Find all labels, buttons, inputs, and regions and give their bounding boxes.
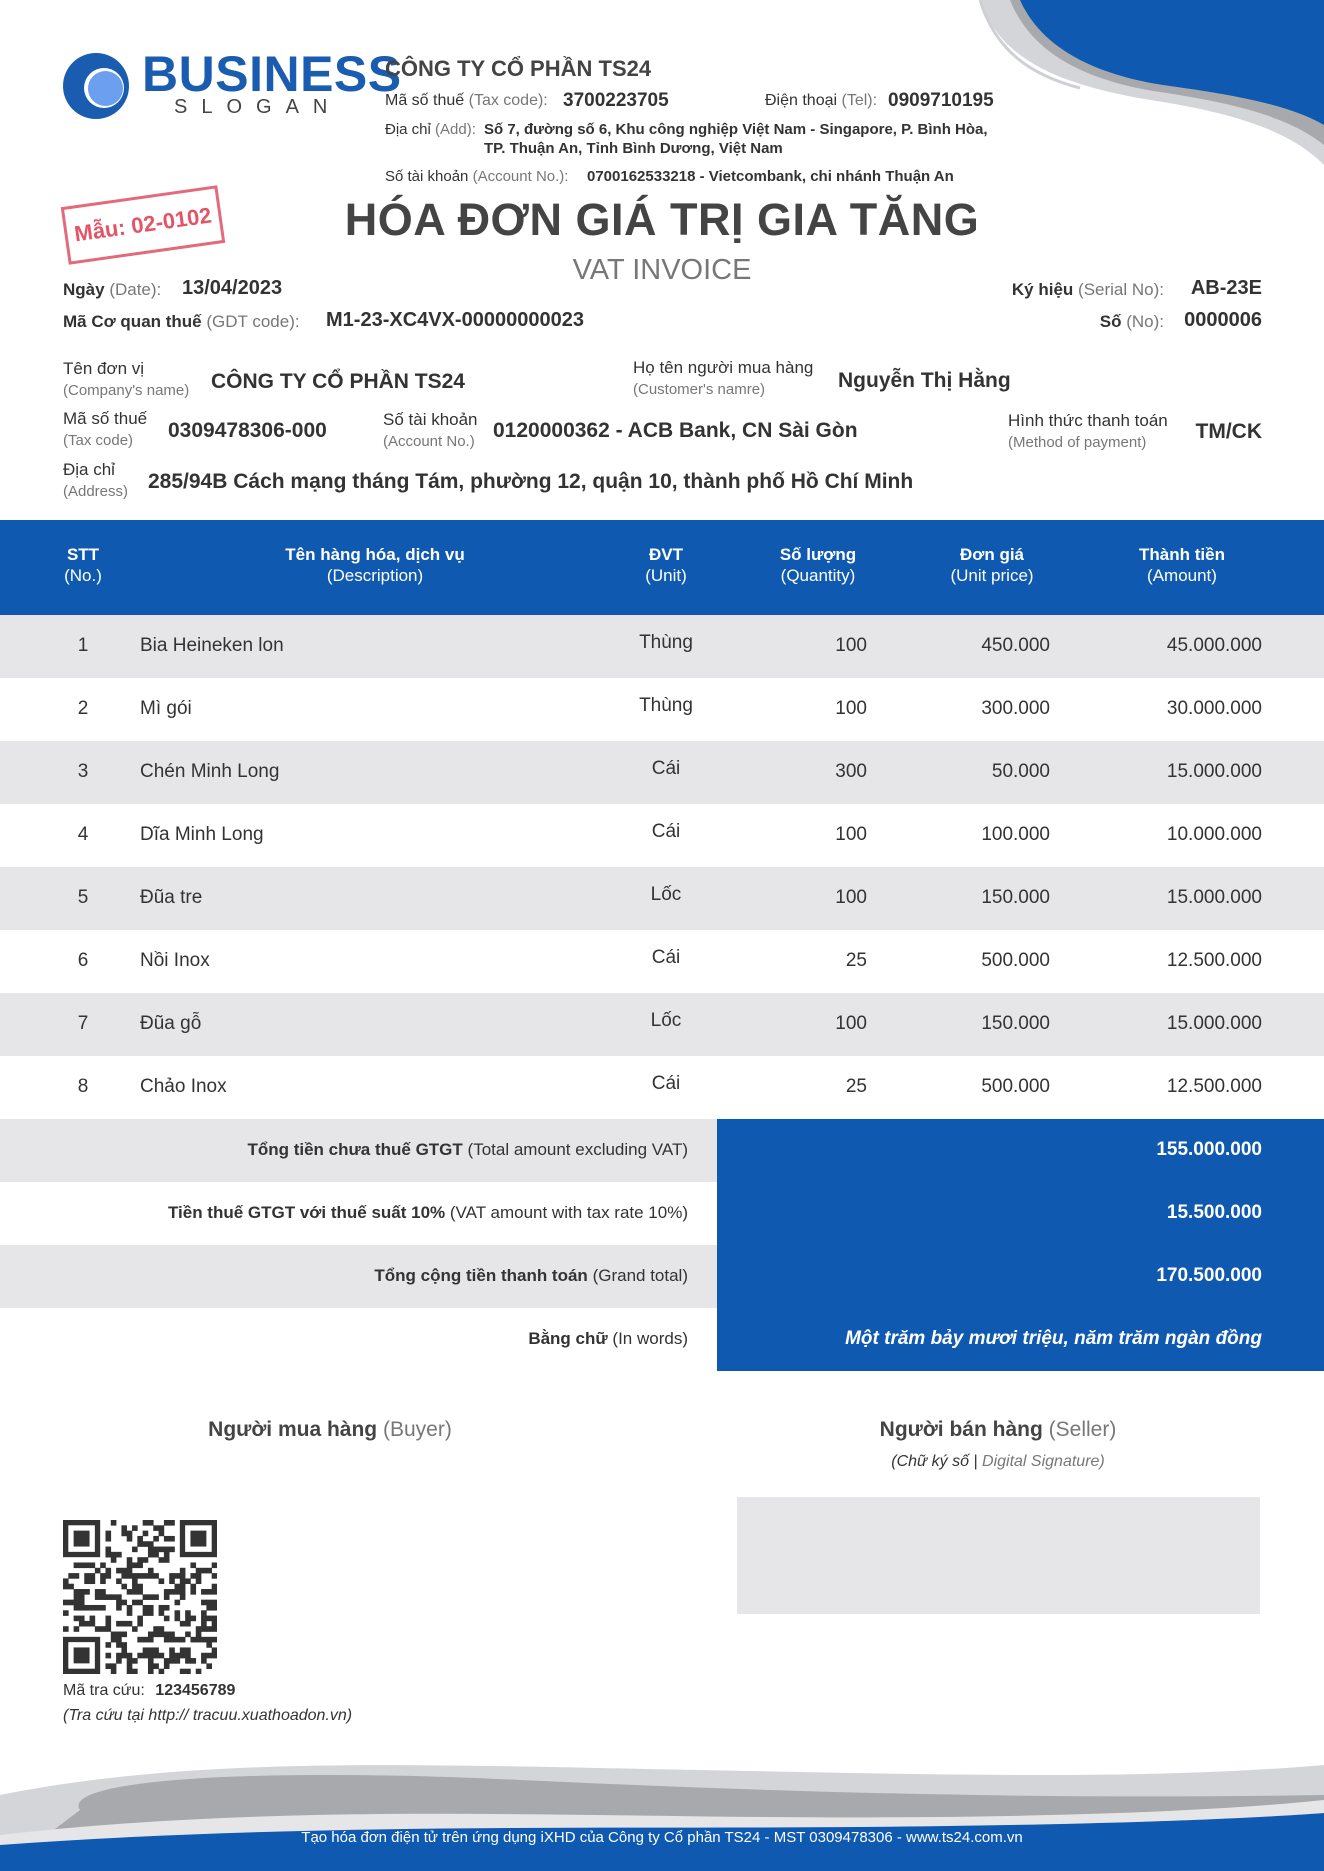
- cell-quantity: 100: [835, 887, 867, 908]
- cell-unit: Cái: [651, 821, 681, 842]
- invoice-date: 13/04/2023: [182, 277, 283, 299]
- gdt-label: Mã Cơ quan thuế (GDT code):: [63, 312, 300, 331]
- invoice-subtitle: VAT INVOICE: [572, 254, 752, 286]
- seller-signature-title: Người bán hàng (Seller): [879, 1418, 1117, 1441]
- cell-amount: 12.500.000: [1166, 950, 1262, 971]
- cell-no: 2: [77, 698, 89, 719]
- table-row: [0, 993, 1324, 1056]
- seller-address-line2: TP. Thuận An, Tỉnh Bình Dương, Việt Nam: [484, 140, 783, 157]
- form-stamp: Mẫu: 02-0102: [61, 185, 226, 264]
- totals-row: [0, 1245, 1324, 1308]
- cell-unit-price: 150.000: [981, 887, 1050, 908]
- seller-account: 0700162533218 - Vietcombank, chi nhánh Thuận An: [587, 168, 954, 185]
- cell-unit-price: 500.000: [981, 1076, 1050, 1097]
- cell-unit-price: 100.000: [981, 824, 1050, 845]
- buyer-company-label: Tên đơn vị: [63, 359, 145, 378]
- cell-unit-price: 50.000: [991, 761, 1050, 782]
- cell-description: Nồi Inox: [140, 950, 210, 971]
- totals-label: Tổng cộng tiền thanh toán (Grand total): [374, 1266, 688, 1285]
- col-unit: ĐVT (Unit): [645, 545, 687, 585]
- cell-unit-price: 150.000: [981, 1013, 1050, 1034]
- customer-name: Nguyễn Thị Hằng: [838, 369, 1011, 392]
- cell-unit: Cái: [651, 758, 681, 779]
- customer-label: Họ tên người mua hàng: [633, 358, 814, 377]
- totals-value: 15.500.000: [1166, 1202, 1262, 1223]
- invoice-title: HÓA ĐƠN GIÁ TRỊ GIA TĂNG: [344, 194, 980, 245]
- buyer-account-label-en: (Account No.): [383, 433, 475, 450]
- payment-label: Hình thức thanh toán: [1008, 411, 1168, 430]
- buyer-company-label-en: (Company's name): [63, 382, 190, 399]
- cell-description: Mì gói: [140, 698, 192, 719]
- cell-no: 7: [77, 1013, 89, 1034]
- buyer-signature-title: Người mua hàng (Buyer): [208, 1418, 452, 1441]
- col-description: Tên hàng hóa, dịch vụ (Description): [285, 545, 465, 585]
- buyer-tax-label-en: (Tax code): [63, 432, 134, 449]
- footer-note: Tạo hóa đơn điện tử trên ứng dụng iXHD của Công ty Cổ phần TS24 - MST 0309478306 - www.ts24.com.vn: [301, 1829, 1023, 1846]
- totals-label: Tiền thuế GTGT với thuế suất 10% (VAT amount with tax rate 10%): [167, 1203, 688, 1222]
- cell-description: Chảo Inox: [140, 1076, 227, 1097]
- lookup-url-note: (Tra cứu tại http:// tracuu.xuathoadon.vn): [63, 1707, 353, 1724]
- cell-quantity: 100: [835, 635, 867, 656]
- col-amount: Thành tiền (Amount): [1139, 545, 1225, 585]
- totals-label: Tổng tiền chưa thuế GTGT (Total amount excluding VAT): [247, 1140, 688, 1159]
- cell-description: Dĩa Minh Long: [140, 824, 264, 845]
- table-row: [0, 678, 1324, 741]
- cell-amount: 30.000.000: [1166, 698, 1262, 719]
- cell-unit: Thùng: [639, 695, 693, 716]
- table-row: [0, 804, 1324, 867]
- cell-quantity: 25: [845, 1076, 867, 1097]
- seller-tel-label: Điện thoại (Tel):: [765, 92, 878, 109]
- cell-amount: 15.000.000: [1166, 1013, 1262, 1034]
- table-row: [0, 741, 1324, 804]
- logo-wordmark: BUSINESS: [142, 46, 402, 102]
- cell-quantity: 100: [835, 698, 867, 719]
- cell-quantity: 100: [835, 824, 867, 845]
- seller-tax-code: 3700223705: [563, 90, 669, 111]
- cell-unit: Thùng: [639, 632, 693, 653]
- totals-row: [0, 1308, 1324, 1371]
- cell-description: Bia Heineken lon: [140, 635, 284, 656]
- cell-unit-price: 450.000: [981, 635, 1050, 656]
- cell-unit: Lốc: [650, 884, 682, 905]
- col-no: STT (No.): [64, 545, 102, 585]
- col-quantity: Số lượng (Quantity): [779, 545, 857, 585]
- buyer-account-label: Số tài khoản: [383, 410, 478, 429]
- gdt-code: M1-23-XC4VX-00000000023: [326, 309, 584, 331]
- seller-tax-label: Mã số thuế (Tax code):: [385, 92, 548, 109]
- invoice-number: 0000006: [1184, 309, 1262, 331]
- totals-row: [0, 1119, 1324, 1182]
- logo-mark-dot: [88, 71, 123, 106]
- buyer-company-name: CÔNG TY CỔ PHẦN TS24: [211, 370, 465, 393]
- totals-label: Bằng chữ (In words): [528, 1329, 688, 1348]
- invoice-no-label: Số (No):: [1099, 312, 1164, 331]
- payment-method: TM/CK: [1195, 420, 1262, 443]
- cell-unit: Cái: [651, 1073, 681, 1094]
- serial-label: Ký hiệu (Serial No):: [1011, 280, 1164, 299]
- totals-value: 155.000.000: [1156, 1139, 1262, 1160]
- cell-unit-price: 500.000: [981, 950, 1050, 971]
- cell-no: 4: [77, 824, 89, 845]
- date-label: Ngày (Date):: [63, 280, 162, 299]
- cell-description: Chén Minh Long: [140, 761, 280, 782]
- customer-label-en: (Customer's namre): [633, 381, 766, 398]
- footer-wave-decoration: [0, 1725, 1324, 1871]
- cell-amount: 15.000.000: [1166, 887, 1262, 908]
- cell-quantity: 25: [845, 950, 867, 971]
- cell-no: 8: [77, 1076, 89, 1097]
- buyer-address: 285/94B Cách mạng tháng Tám, phường 12, quận 10, thành phố Hồ Chí Minh: [148, 470, 914, 493]
- cell-unit: Lốc: [650, 1010, 682, 1031]
- cell-amount: 12.500.000: [1166, 1076, 1262, 1097]
- digital-signature-box: [737, 1497, 1260, 1614]
- table-row: [0, 867, 1324, 930]
- qr-code-icon: [63, 1520, 217, 1674]
- cell-amount: 15.000.000: [1166, 761, 1262, 782]
- table-row: [0, 1056, 1324, 1119]
- seller-address-label: Địa chỉ (Add):: [385, 121, 476, 138]
- totals-row: [0, 1182, 1324, 1245]
- cell-unit-price: 300.000: [981, 698, 1050, 719]
- cell-amount: 45.000.000: [1166, 635, 1262, 656]
- lookup-code-row: Mã tra cứu: 123456789: [63, 1682, 236, 1699]
- cell-description: Đũa gỗ: [140, 1013, 202, 1034]
- seller-tel: 0909710195: [888, 90, 994, 111]
- col-unit-price: Đơn giá (Unit price): [950, 545, 1034, 585]
- cell-no: 3: [77, 761, 89, 782]
- seller-signature-note: (Chữ ký số | Digital Signature): [891, 1453, 1105, 1470]
- seller-company-name: CÔNG TY CỔ PHẦN TS24: [385, 56, 652, 81]
- cell-description: Đũa tre: [140, 887, 203, 908]
- seller-account-label: Số tài khoản (Account No.):: [385, 168, 569, 185]
- logo-slogan: SLOGAN: [174, 96, 342, 118]
- totals-value: Một trăm bảy mươi triệu, năm trăm ngàn đồng: [845, 1328, 1262, 1349]
- header-wave-decoration: [950, 0, 1324, 170]
- cell-unit: Cái: [651, 947, 681, 968]
- items-table-header: [0, 520, 1324, 615]
- buyer-address-label: Địa chỉ: [63, 460, 115, 479]
- cell-amount: 10.000.000: [1166, 824, 1262, 845]
- buyer-tax-label: Mã số thuế: [63, 409, 148, 428]
- table-row: [0, 930, 1324, 993]
- serial-number: AB-23E: [1190, 277, 1262, 299]
- cell-no: 5: [77, 887, 89, 908]
- buyer-address-label-en: (Address): [63, 483, 129, 500]
- cell-no: 6: [77, 950, 89, 971]
- cell-no: 1: [77, 635, 89, 656]
- buyer-tax-code: 0309478306-000: [168, 419, 327, 442]
- payment-label-en: (Method of payment): [1008, 434, 1147, 451]
- totals-value: 170.500.000: [1156, 1265, 1262, 1286]
- seller-address-line1: Số 7, đường số 6, Khu công nghiệp Việt Nam - Singapore, P. Bình Hòa,: [484, 121, 988, 138]
- buyer-account: 0120000362 - ACB Bank, CN Sài Gòn: [493, 419, 858, 442]
- cell-quantity: 100: [835, 1013, 867, 1034]
- cell-quantity: 300: [835, 761, 867, 782]
- table-row: [0, 615, 1324, 678]
